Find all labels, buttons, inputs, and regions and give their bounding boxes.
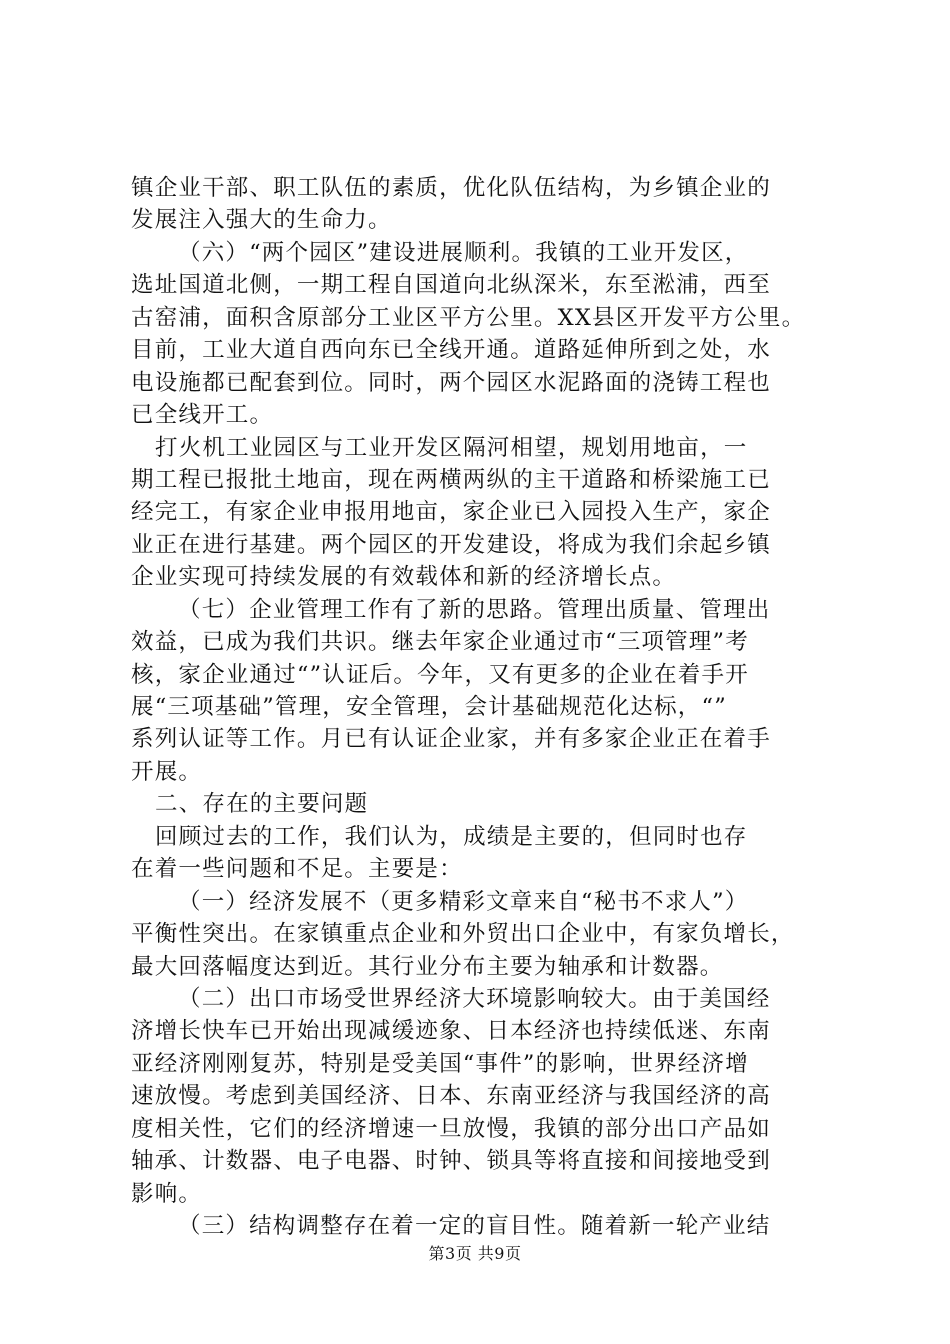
text-line: （一）经济发展不（更多精彩文章来自“秘书不求人”） [178, 888, 749, 915]
text-line: （七）企业管理工作有了新的思路。管理出质量、管理出 [178, 596, 771, 623]
text-line: 打火机工业园区与工业开发区隔河相望，规划用地亩，一 [155, 434, 748, 461]
text-line: 回顾过去的工作，我们认为，成绩是主要的，但同时也存 [155, 823, 748, 850]
text-line: 期工程已报批土地亩，现在两横两纵的主干道路和桥梁施工已 [131, 466, 771, 493]
text-line: 轴承、计数器、电子电器、时钟、锁具等将直接和间接地受到 [131, 1148, 771, 1175]
text-line: 平衡性突出。在家镇重点企业和外贸出口企业中，有家负增长， [131, 921, 795, 948]
text-line: 发展注入强大的生命力。 [131, 207, 392, 234]
text-line: 古窑浦，面积含原部分工业区平方公里。XX县区开发平方公里。 [131, 304, 806, 331]
text-line: 速放慢。考虑到美国经济、日本、东南亚经济与我国经济的高 [131, 1083, 771, 1110]
page-footer: 第3页 共9页 [428, 1244, 522, 1263]
text-line: 济增长快车已开始出现减缓迹象、日本经济也持续低迷、东南 [131, 1018, 771, 1045]
text-line: （三）结构调整存在着一定的盲目性。随着新一轮产业结 [178, 1213, 771, 1239]
text-line: 经完工，有家企业申报用地亩，家企业已入园投入生产，家企 [131, 499, 771, 526]
text-line: 选址国道北侧，一期工程自国道向北纵深米，东至淞浦，西至 [131, 272, 771, 299]
text-line: （六）“两个园区”建设进展顺利。我镇的工业开发区， [178, 239, 749, 266]
text-line: 在着一些问题和不足。主要是： [131, 856, 463, 883]
text-line: 影响。 [131, 1180, 203, 1207]
text-line: 度相关性，它们的经济增速一旦放慢，我镇的部分出口产品如 [131, 1115, 771, 1142]
text-line: 业正在进行基建。两个园区的开发建设，将成为我们余起乡镇 [131, 531, 771, 558]
text-line: 电设施都已配套到位。同时，两个园区水泥路面的浇铸工程也 [131, 369, 771, 396]
text-line: 目前，工业大道自西向东已全线开通。道路延伸所到之处，水 [131, 337, 771, 364]
text-line: 二、存在的主要问题 [155, 791, 369, 818]
text-line: 效益，已成为我们共识。继去年家企业通过市“三项管理”考 [131, 629, 749, 656]
text-line: 系列认证等工作。月已有认证企业家，并有多家企业正在着手 [131, 726, 771, 753]
text-line: 镇企业干部、职工队伍的素质，优化队伍结构，为乡镇企业的 [131, 175, 771, 201]
text-line: 已全线开工。 [131, 402, 274, 429]
text-line: 亚经济刚刚复苏，特别是受美国“事件”的影响，世界经济增 [131, 1050, 749, 1077]
document-body [131, 172, 831, 1242]
text-line: 最大回落幅度达到近。其行业分布主要为轴承和计数器。 [131, 953, 724, 980]
text-line: 核，家企业通过“”认证后。今年，又有更多的企业在着手开 [131, 661, 749, 688]
text-line: 企业实现可持续发展的有效载体和新的经济增长点。 [131, 564, 677, 591]
text-line: 展“三项基础”管理，安全管理，会计基础规范化达标，“” [131, 694, 727, 720]
text-line: （二）出口市场受世界经济大环境影响较大。由于美国经 [178, 985, 771, 1012]
text-line: 开展。 [131, 758, 203, 785]
